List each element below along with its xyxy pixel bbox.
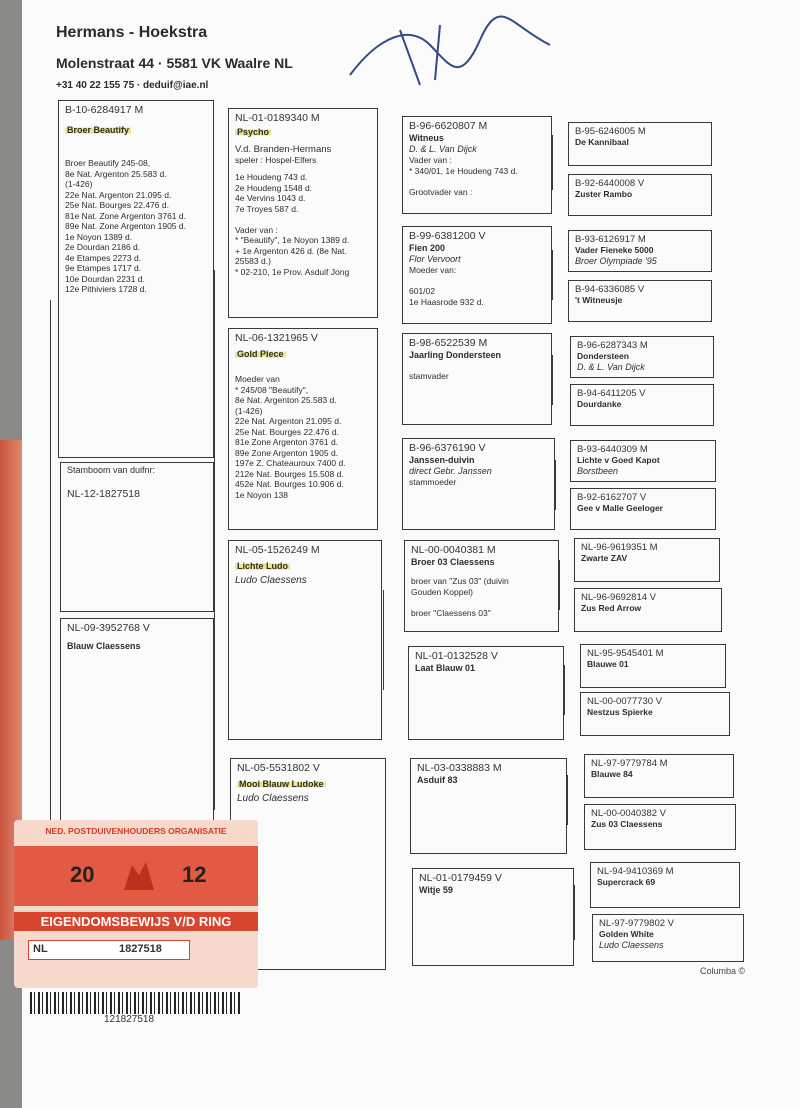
breeder: Ludo Claessens <box>235 575 307 586</box>
ring-number: B-94-6411205 V <box>577 388 646 399</box>
pigeon-name: Broer 03 Claessens <box>411 557 495 567</box>
gen4-card[interactable] <box>580 644 726 688</box>
connector-line <box>564 665 565 715</box>
ring-number: NL-97-9779784 M <box>591 758 668 769</box>
pigeon-name: Mooi Blauw Ludoke <box>239 779 324 789</box>
ring-number: NL-00-0077730 V <box>587 696 662 707</box>
mother-name: Blauw Claessens <box>67 641 141 651</box>
pigeon-name: Witneus <box>409 133 444 143</box>
ring-number: NL-97-9779802 V <box>599 918 674 929</box>
mother-ring: NL-09-3952768 V <box>67 622 150 634</box>
ring-number: NL-01-0189340 M <box>235 112 320 124</box>
ring-number: NL-05-5531802 V <box>237 762 320 774</box>
connector-line <box>383 590 384 690</box>
ring-number: B-96-6376190 V <box>409 442 486 454</box>
subject-label: Stamboom van duifnr: <box>67 465 156 475</box>
breeder: direct Gebr. Janssen <box>409 466 492 476</box>
connector-line <box>552 250 553 300</box>
granddam-paternal-card[interactable] <box>228 328 378 530</box>
pigeon-name: Lichte v Goed Kapot <box>577 455 660 465</box>
gen4-card[interactable] <box>592 914 744 962</box>
owner-contact: +31 40 22 155 75 · deduif@iae.nl <box>56 80 209 91</box>
ring-number: B-98-6522539 M <box>409 337 488 349</box>
sticker-ring-field <box>28 940 190 960</box>
ring-number: B-99-6381200 V <box>409 230 486 242</box>
ring-number: B-92-6440008 V <box>575 178 645 189</box>
notes: broer van "Zus 03" (duivin Gouden Koppel) broer "Claessens 03" <box>411 576 509 618</box>
father-notes: Broer Beautify 245-08, 8e Nat. Argenton 25.583 d. (1-426) 22e Nat. Argenton 21.095 d. 25e Nat. Bourges 22.476 d. 81e Nat. Zone Argenton 3761 d. 89e Nat. Zone Argenton 1905 d. 1e Noyon 1389 d. 2e Dourdan 2186 d. 4e Etampes 2273 d. 9e Etampes 1717 d. 10e Dourdan 2231 d. 12e Pithiviers 1728 d. <box>65 158 186 294</box>
notes: Moeder van: 601/02 1e Haasrode 932 d. <box>409 265 484 307</box>
barcode <box>30 992 240 1014</box>
gen3-card[interactable] <box>404 540 559 632</box>
extra-info: Ludo Claessens <box>599 940 664 950</box>
extra-info: D. & L. Van Dijck <box>577 362 645 372</box>
pigeon-name: Zuster Rambo <box>575 189 633 199</box>
ring-number: B-96-6287343 M <box>577 340 648 351</box>
notes: stammoeder <box>409 477 457 487</box>
sticker-country: NL <box>33 943 48 955</box>
gen3-card[interactable] <box>402 226 552 324</box>
barcode-number: 121827518 <box>104 1014 155 1025</box>
breeder: Flor Vervoort <box>409 254 461 264</box>
gen4-card[interactable] <box>570 336 714 378</box>
pigeon-name: Psycho <box>237 127 270 137</box>
pigeon-name: Supercrack 69 <box>597 877 656 887</box>
brand-credit: Columba © <box>700 966 746 976</box>
sticker-org: NED. POSTDUIVENHOUDERS ORGANISATIE <box>45 826 227 836</box>
pigeon-name: 't Witneusje <box>575 295 623 305</box>
pigeon-name: Lichte Ludo <box>237 561 288 571</box>
player: speler : Hospel-Elfers <box>235 155 317 165</box>
gen3-card[interactable] <box>410 758 567 854</box>
pigeon-name: Golden White <box>599 929 654 939</box>
pigeon-name: Vader Fieneke 5000 <box>575 245 654 255</box>
ring-number: NL-06-1321965 V <box>235 332 318 344</box>
pigeon-name: Jaarling Dondersteen <box>409 350 502 360</box>
extra-info: Broer Olympiade '95 <box>575 256 657 266</box>
pigeon-name: Zwarte ZAV <box>581 553 628 563</box>
ring-number: NL-96-9692814 V <box>581 592 656 603</box>
gen4-card[interactable] <box>584 804 736 850</box>
gen4-card[interactable] <box>574 588 722 632</box>
connector-line <box>552 355 553 405</box>
signature-icon <box>340 15 560 95</box>
notes: stamvader <box>409 371 449 381</box>
notes: Vader van : * 340/01, 1e Houdeng 743 d. Grootvader van : <box>409 155 518 197</box>
pigeon-name: Gold Piece <box>237 349 284 359</box>
father-ring: B-10-6284917 M <box>65 104 144 116</box>
owner-address: Molenstraat 44 · 5581 VK Waalre NL <box>56 55 293 71</box>
gen4-card[interactable] <box>568 174 712 216</box>
connector-line <box>50 300 51 820</box>
gen3-card[interactable] <box>402 333 552 425</box>
sticker-year-right: 12 <box>182 862 207 887</box>
pigeon-name: Dourdanke <box>577 399 622 409</box>
connector-line <box>214 270 215 810</box>
breeder: V.d. Branden-Hermans <box>235 144 332 155</box>
gen4-card[interactable] <box>568 122 712 166</box>
grandsire-paternal-card[interactable] <box>228 108 378 318</box>
gen4-card[interactable] <box>590 862 740 908</box>
pigeon-name: De Kannibaal <box>575 137 629 147</box>
ring-number: B-95-6246005 M <box>575 126 646 137</box>
subject-ring: NL-12-1827518 <box>67 488 140 500</box>
sticker-number: 1827518 <box>119 943 162 955</box>
breeder: D. & L. Van Dijck <box>409 144 477 154</box>
ring-number: B-92-6162707 V <box>577 492 647 503</box>
pigeon-name: Fien 200 <box>409 243 446 253</box>
ring-number: NL-03-0338883 M <box>417 762 502 774</box>
pigeon-name: Dondersteen <box>577 351 629 361</box>
ring-number: NL-01-0132528 V <box>415 650 498 662</box>
gen4-card[interactable] <box>584 754 734 798</box>
pigeon-name: Witje 59 <box>419 885 453 895</box>
owner-name: Hermans - Hoekstra <box>56 24 208 41</box>
pigeon-name: Blauwe 01 <box>587 659 629 669</box>
gen4-card[interactable] <box>570 384 714 426</box>
gen3-card[interactable] <box>412 868 574 966</box>
connector-line <box>559 560 560 610</box>
pigeon-name: Asduif 83 <box>417 775 458 785</box>
ring-number: B-93-6440309 M <box>577 444 648 455</box>
connector-line <box>567 775 568 825</box>
ring-number: NL-95-9545401 M <box>587 648 664 659</box>
gen4-card[interactable] <box>570 488 716 530</box>
ring-number: B-93-6126917 M <box>575 234 646 245</box>
pigeon-name: Laat Blauw 01 <box>415 663 476 673</box>
breeder: Ludo Claessens <box>237 793 309 804</box>
ring-number: NL-05-1526249 M <box>235 544 320 556</box>
ring-number: B-94-6336085 V <box>575 284 645 295</box>
sticker-year-left: 20 <box>70 862 95 887</box>
gen4-card[interactable] <box>568 230 712 272</box>
gen4-card[interactable] <box>580 692 730 736</box>
ring-number: NL-00-0040381 M <box>411 544 496 556</box>
father-card[interactable] <box>58 100 214 458</box>
results-notes: Moeder van * 245/08 "Beautify", 8e Nat. Argenton 25.583 d. (1-426) 22e Nat. Argenton 21.095 d. 25e Nat. Bourges 22.476 d. 81e Zone Argenton 3761 d. 89e Zone Argenton 1905 d. 197e Z. Chateauroux 7400 d. 212e Nat. Bourges 15.508 d. 452e Nat. Bourges 10.906 d. 1e Noyon 138 <box>235 374 346 500</box>
ring-certificate-sticker <box>14 820 258 988</box>
grandsire-maternal-card[interactable] <box>228 540 382 740</box>
gen3-card[interactable] <box>408 646 564 740</box>
gen3-card[interactable] <box>402 116 552 214</box>
pigeon-name: Zus Red Arrow <box>581 603 642 613</box>
mother-card[interactable] <box>60 618 214 822</box>
ring-number: NL-00-0040382 V <box>591 808 666 819</box>
ring-number: B-96-6620807 M <box>409 120 488 132</box>
lion-emblem-icon <box>114 850 164 900</box>
results-notes: 1e Houdeng 743 d. 2e Houdeng 1548 d. 4e Vervins 1043 d. 7e Troyes 587 d. Vader van : * "Beautify", 1e Noyon 1389 d. + 1e Argenton 426 d. (8e Nat. 25583 d.) * 02-210, 1e Prov. Asduif Jong <box>235 172 350 277</box>
gen4-card[interactable] <box>570 440 716 482</box>
pigeon-name: Nestzus Spierke <box>587 707 653 717</box>
father-name: Broer Beautify <box>67 125 130 135</box>
pigeon-name: Gee v Malle Geeloger <box>577 503 663 513</box>
pigeon-name: Blauwe 84 <box>591 769 633 779</box>
ring-number: NL-94-9410369 M <box>597 866 674 877</box>
pigeon-name: Zus 03 Claessens <box>591 819 663 829</box>
extra-info: Borstbeen <box>577 466 619 476</box>
gen4-card[interactable] <box>568 280 712 322</box>
connector-line <box>574 885 575 940</box>
gen3-card[interactable] <box>402 438 555 530</box>
connector-line <box>552 135 553 190</box>
gen4-card[interactable] <box>574 538 720 582</box>
sticker-title: EIGENDOMSBEWIJS V/D RING <box>14 912 258 931</box>
ring-number: NL-01-0179459 V <box>419 872 502 884</box>
pigeon-name: Janssen-duivin <box>409 455 475 465</box>
ring-number: NL-96-9619351 M <box>581 542 658 553</box>
connector-line <box>555 460 556 510</box>
subject-card[interactable] <box>60 462 214 612</box>
